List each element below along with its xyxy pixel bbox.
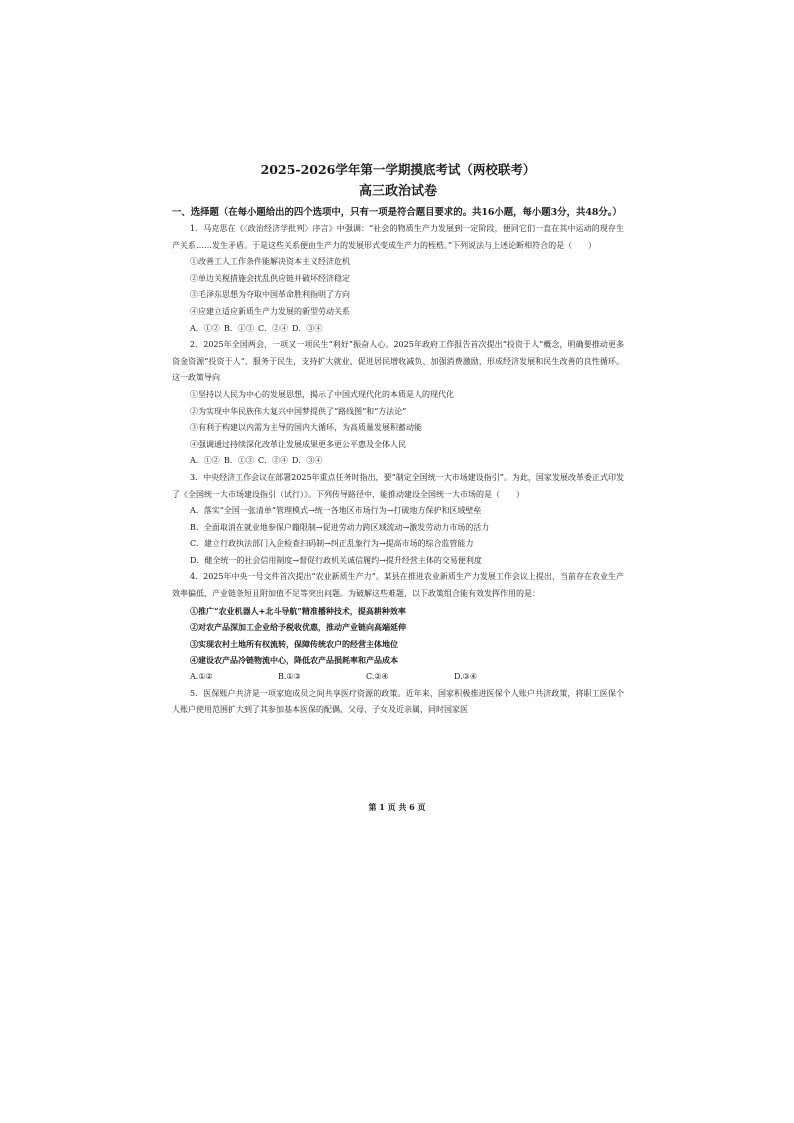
choice-d: D．③④	[292, 323, 323, 333]
option-item: ②对农产品深加工企业给予税收优惠，推动产业链向高端延伸	[190, 622, 406, 633]
question-stem: 3．中央经济工作会议在部署2025年重点任务时指出，要“制定全国统一大市场建设指引”。为此，国家发展改革委正式印发了《全国统一大市场建设指引（试行）》。下列传导路径中，能推动建设全国统一大市场的是（ ）	[172, 472, 624, 499]
option-item: ④应建立适应新质生产力发展的新型劳动关系	[190, 306, 350, 316]
option-item: ②单边关税措施会扰乱供应链并破坏经济稳定	[190, 273, 350, 283]
choice-c: C.②④	[366, 672, 389, 682]
option-item: ③有利于构建以内需为主导的国内大循环，为高质量发展积蓄动能	[190, 423, 422, 433]
answer-choices	[172, 453, 624, 470]
option-item: ②为实现中华民族伟大复兴中国梦提供了“路线图”和“方法论”	[190, 406, 407, 416]
answer-choices	[172, 321, 624, 338]
question-3	[172, 470, 624, 570]
exam-subtitle: 高三政治试卷	[358, 184, 437, 199]
choice-b: B．①③	[224, 456, 254, 466]
question-stem: 1．马克思在《〈政治经济学批判〉序言》中强调：“社会的物质生产力发展到一定阶段，便同它们一直在其中运动的现存生产关系……发生矛盾。于是这些关系便由生产力的发展形式变成生产力的桎梏。”下列说法与上述论断相符合的是（ ）	[172, 224, 624, 250]
page-footer: 第 1 页 共 6 页	[368, 802, 426, 812]
section-heading: 一、选择题（在每小题给出的四个选项中，只有一项是符合题目要求的。共16小题，每小题3分，共48分。）	[172, 207, 622, 218]
choice-a: A．①②	[190, 456, 220, 466]
option-item: B．全面取消在就业地参保户籍限制→促进劳动力跨区域流动→激发劳动力市场的活力	[190, 522, 490, 532]
choice-d: D.③④	[454, 672, 478, 682]
option-item: ①改善工人工作条件能解决资本主义经济危机	[190, 257, 350, 267]
choice-d: D．③④	[292, 456, 323, 466]
question-stem: 2．2025年全国两会，一项又一项民生“利好”振奋人心。2025年政府工作报告首次提出“投资于人”概念，明确要推动更多资金资源“投资于人”、服务于民生，支持扩大就业、促进居民增收减负、加强消费激励，形成经济发展和民生改善的良性循环。这一政策导向	[172, 340, 624, 383]
choice-a: A．①②	[190, 323, 220, 333]
option-item: D．健全统一的社会信用制度→督促行政机关诚信履约→提升经营主体的交易便利度	[190, 555, 482, 565]
question-1	[172, 221, 624, 337]
option-item: ③实现农村土地所有权流转，保障传统农户的经营主体地位	[190, 638, 398, 649]
choice-a: A.①②	[190, 672, 213, 682]
option-item: ④强调通过持续深化改革让发展成果更多更公平惠及全体人民	[190, 439, 406, 449]
option-item: A．落实“全国一张清单”管理模式→统一各地区市场行为→打破地方保护和区域壁垒	[190, 506, 482, 516]
question-5	[172, 686, 624, 719]
option-item: ①推广“农业机器人+北斗导航”精准播种技术，提高耕种效率	[190, 605, 406, 616]
choice-b: B.①③	[278, 672, 301, 682]
question-stem: 4．2025年中央一号文件首次提出“农业新质生产力”。某县在推进农业新质生产力发展工作会议上提出，当前存在农业生产效率偏低、产业链条短且附加值不足等突出问题。为破解这些难题，以下政策组合能有效发挥作用的是：	[172, 572, 624, 599]
answer-choices	[172, 669, 624, 686]
choice-c: C．②④	[258, 323, 289, 333]
question-2	[172, 337, 624, 470]
choice-b: B．①③	[224, 323, 254, 333]
option-item: ①坚持以人民为中心的发展思想，揭示了中国式现代化的本质是人的现代化	[190, 389, 454, 399]
option-item: ③毛泽东思想为夺取中国革命胜利指明了方向	[190, 290, 350, 300]
option-item: ④建设农产品冷链物流中心，降低农产品损耗率和产品成本	[190, 655, 398, 666]
exam-content	[172, 160, 624, 719]
exam-title: 2025-2026学年第一学期摸底考试（两校联考）	[260, 162, 536, 177]
question-stem: 5．医保账户共济是一项家庭成员之间共享医疗资源的政策。近年来，国家积极推进医保个人账户共济政策，将职工医保个人账户使用范围扩大到了其参加基本医保的配偶、父母、子女及近亲属，同时国家医	[172, 688, 624, 715]
choice-c: C．②④	[258, 456, 289, 466]
question-4	[172, 569, 624, 685]
option-item: C．建立行政执法部门入企检查扫码制→纠正乱象行为→提高市场的综合监管能力	[190, 539, 474, 549]
